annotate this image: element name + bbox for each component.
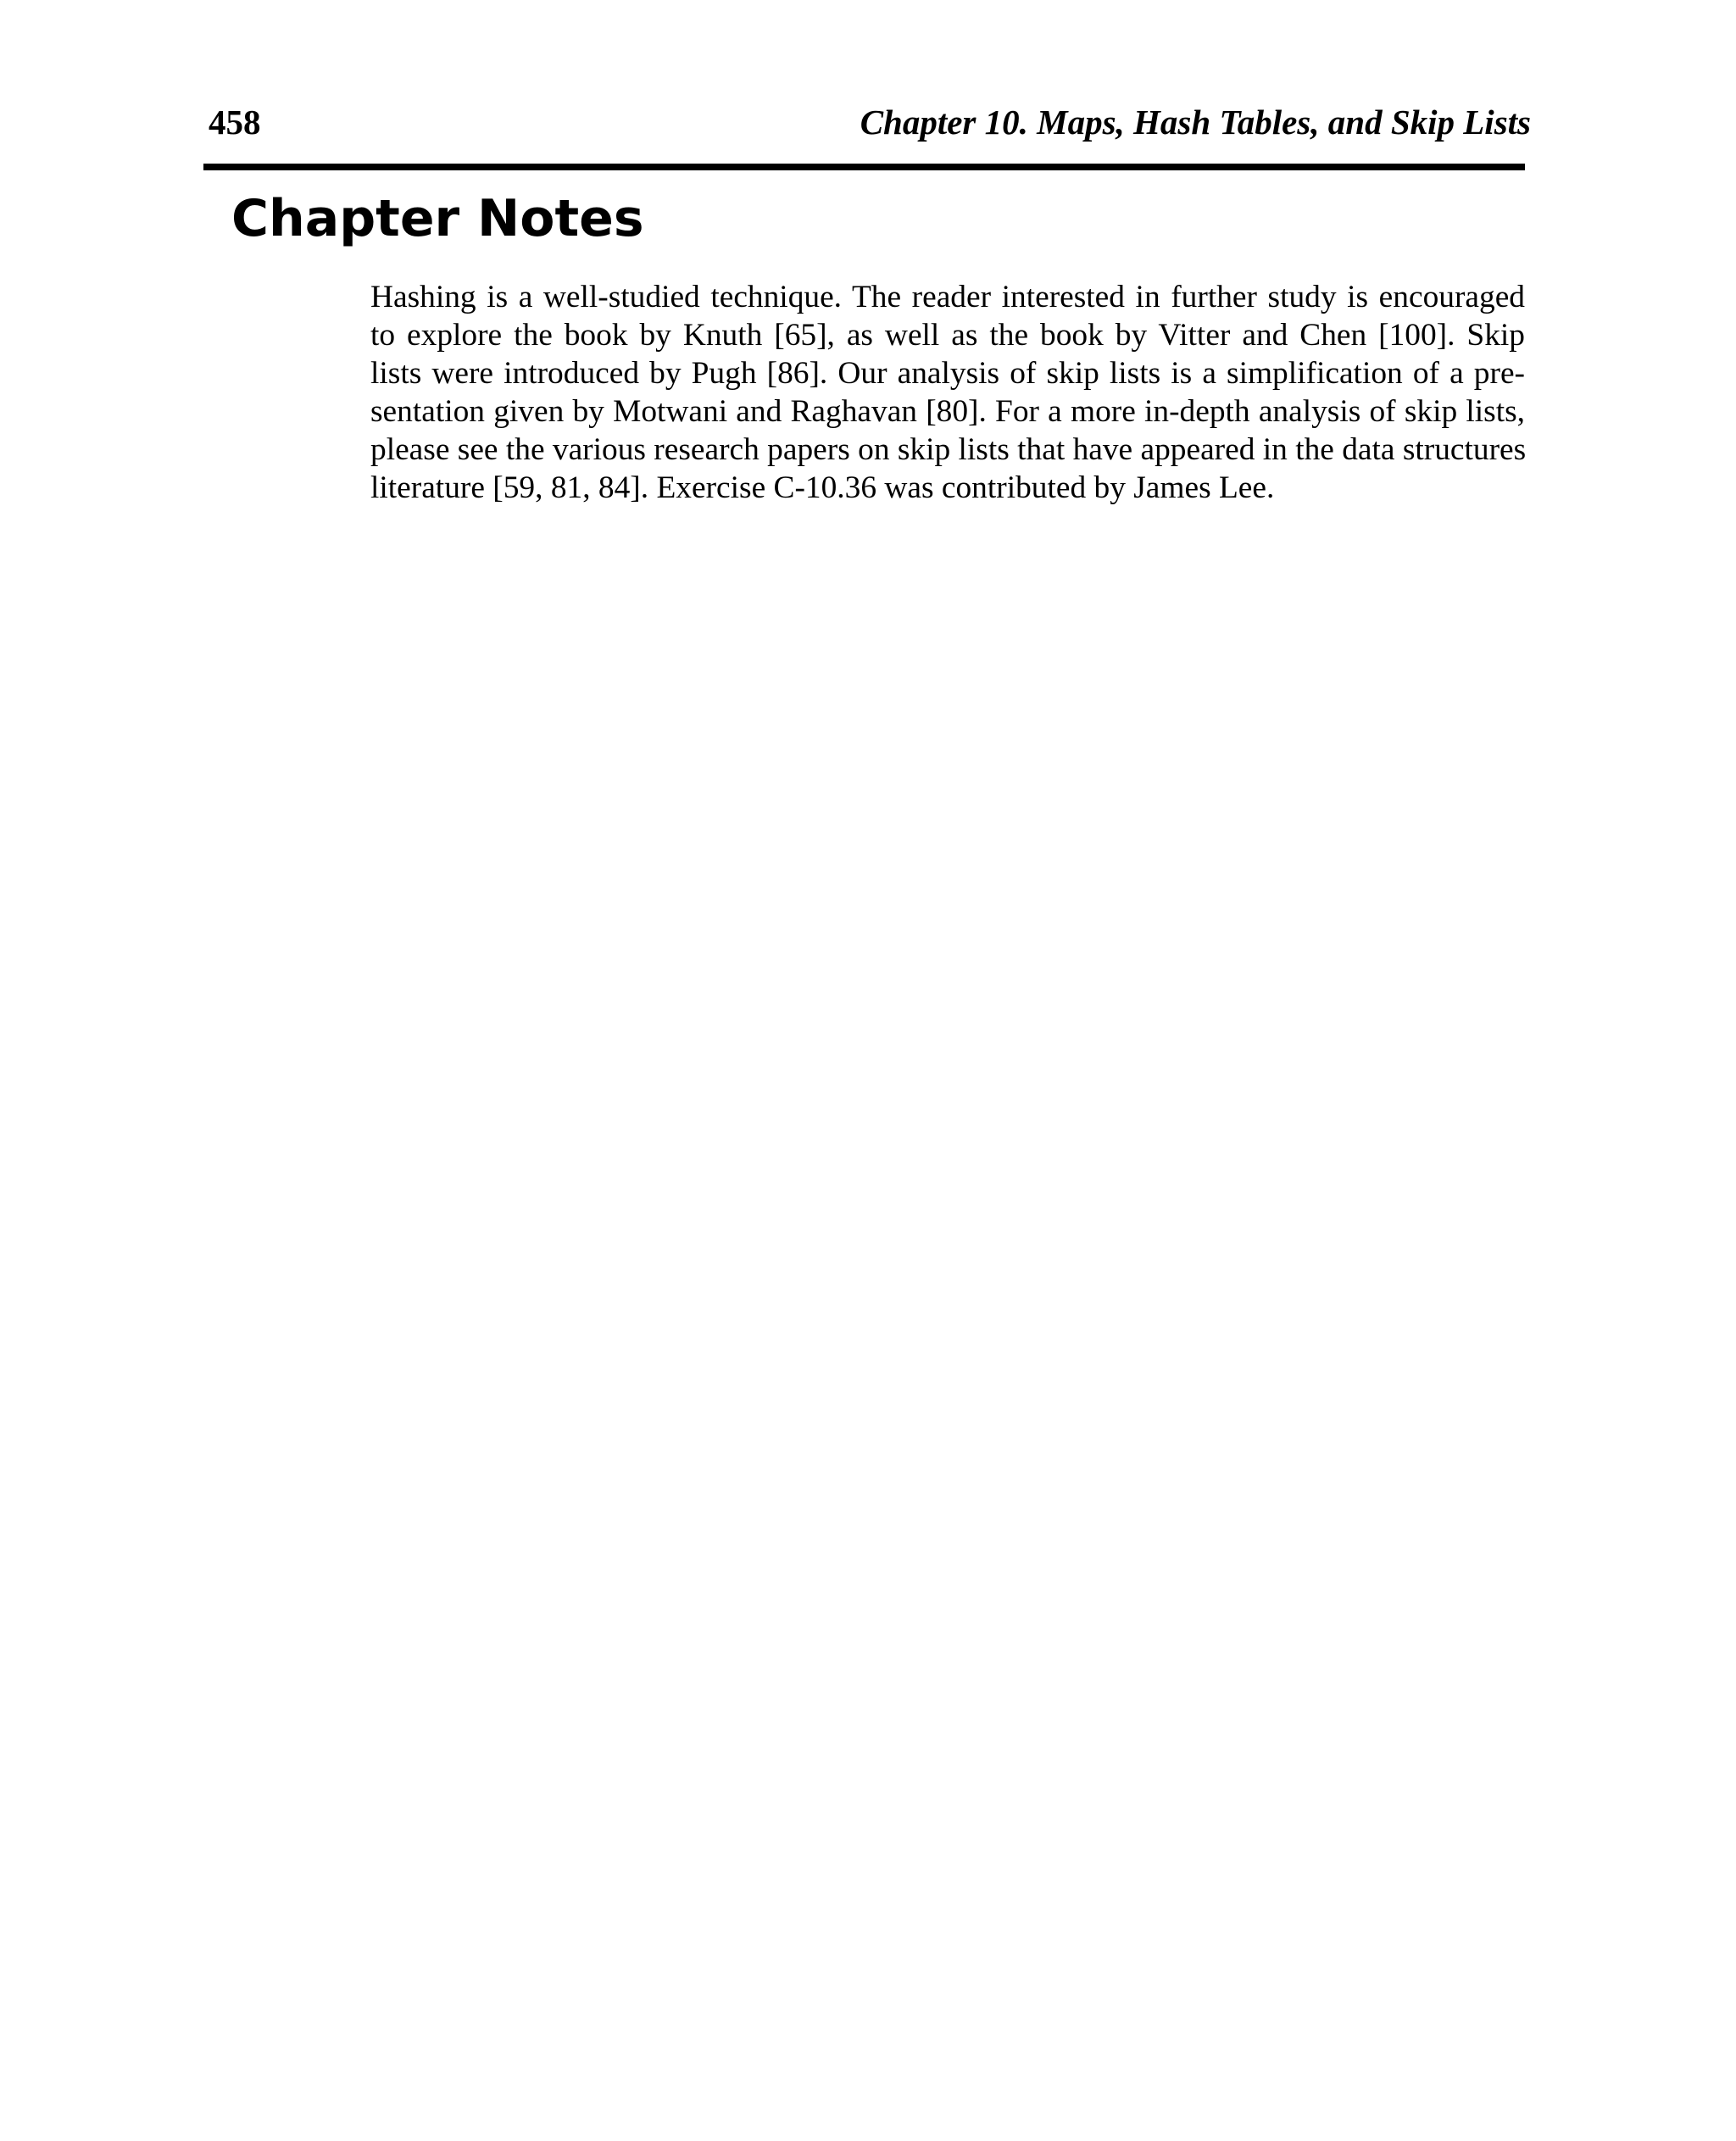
section-title: Chapter Notes — [231, 189, 644, 248]
paragraph-line: literature [59, 81, 84]. Exercise C-10.36 was contributed by James Lee. — [370, 470, 1275, 505]
paragraph-line: please see the various research papers on skip lists that have appeared in the data structures — [370, 432, 1527, 467]
chapter-notes-paragraph — [370, 278, 1525, 507]
header-rule — [203, 164, 1525, 170]
running-head — [203, 98, 1533, 146]
running-title: Chapter 10. Maps, Hash Tables, and Skip Lists — [860, 103, 1531, 142]
paragraph-line: to explore the book by Knuth [65], as well as the book by Vitter and Chen [100]. Skip — [370, 318, 1525, 353]
paragraph-line: lists were introduced by Pugh [86]. Our analysis of skip lists is a simplification of a pre- — [370, 356, 1525, 391]
paragraph-line: Hashing is a well-studied technique. The reader interested in further study is encouraged — [370, 280, 1525, 314]
page-number: 458 — [209, 103, 261, 142]
paragraph-line: sentation given by Motwani and Raghavan [80]. For a more in-depth analysis of skip lists, — [370, 394, 1525, 429]
